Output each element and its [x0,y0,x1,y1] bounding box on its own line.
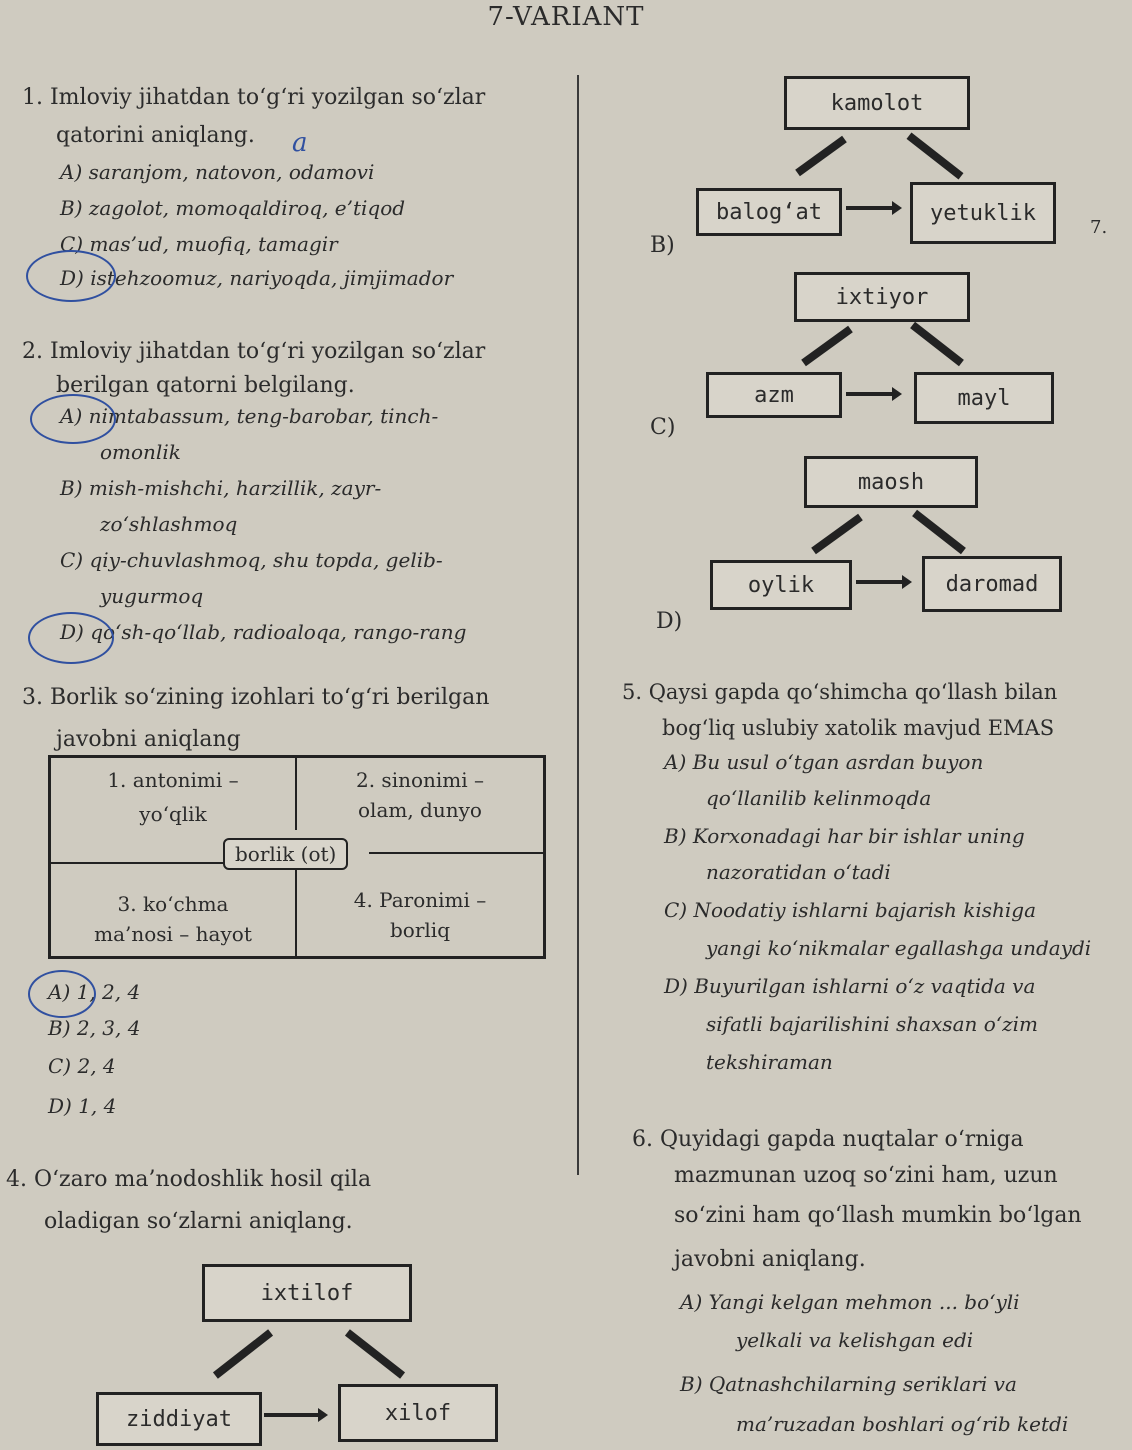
pen-circle-mark [28,612,114,664]
diagram-connector [907,133,964,180]
column-divider [577,75,579,1175]
q5-option-d-cont2: tekshiraman [706,1050,833,1074]
q3-option-b[interactable]: B) 2, 3, 4 [48,1016,141,1040]
diagram-connector [795,136,847,177]
diagram-box-top: kamolot [784,76,970,130]
q1-option-c[interactable]: C) mas’ud, muofiq, tamagir [60,232,338,256]
q4-text-line2: oladigan so‘zlarni aniqlang. [44,1209,353,1234]
option-label-c[interactable]: C) [650,415,676,440]
q2-option-d[interactable]: D) qo‘sh-qo‘llab, radioaloqa, rango-rang [60,620,467,644]
diagram-box-left: ziddiyat [96,1392,262,1446]
q3-option-a[interactable]: A) 1, 2, 4 [48,980,141,1004]
diagram-connector [811,514,863,555]
margin-number: 7. [1090,217,1108,238]
diagram-box-top: ixtiyor [794,272,970,322]
pen-circle-mark [28,970,96,1018]
diagram-connector [345,1329,405,1378]
q3-text-line1: 3. Borlik so‘zining izohlari to‘g‘ri berilgan [22,685,490,710]
q2-text-line2: berilgan qatorni belgilang. [56,373,355,398]
diagram-connector [801,326,853,367]
diagram-arrow [264,1413,320,1417]
q6-option-a[interactable]: A) Yangi kelgan mehmon ... bo‘yli [680,1290,1020,1314]
diagram-box-right: daromad [922,556,1062,612]
q6-option-a-cont: yelkali va kelishgan edi [736,1328,974,1352]
diagram-box-left: oylik [710,560,852,610]
q2-option-a-cont: omonlik [100,440,181,464]
pen-circle-mark [26,250,116,302]
q2-text-line1: 2. Imloviy jihatdan to‘g‘ri yozilgan so‘zlar [22,339,486,364]
pen-correction-mark: a [292,128,308,158]
table-cell-3a: 3. ko‘chma [117,892,229,916]
q5-option-d[interactable]: D) Buyurilgan ishlarni o‘z vaqtida va [664,974,1036,998]
q1-option-d[interactable]: D) istehzoomuz, nariyoqda, jimjimador [60,266,454,290]
table-cell-1b: yo‘qlik [139,802,207,826]
q6-text-line2: mazmunan uzoq so‘zini ham, uzun [674,1163,1058,1188]
diagram-arrow [846,392,894,396]
table-divider [369,852,543,854]
q3-option-d[interactable]: D) 1, 4 [48,1094,117,1118]
q6-text-line3: so‘zini ham qo‘llash mumkin bo‘lgan [674,1203,1082,1228]
diagram-box-right: xilof [338,1384,498,1442]
q3-table [48,755,546,959]
diagram-box-left: azm [706,372,842,418]
table-cell-2b: olam, dunyo [358,798,482,822]
q5-option-b[interactable]: B) Korxonadagi har bir ishlar uning [664,824,1025,848]
q2-option-b-cont: zo‘shlashmoq [100,512,238,536]
diagram-connector [910,322,964,366]
table-divider [51,862,225,864]
pen-circle-mark [30,394,116,444]
option-label-b[interactable]: B) [650,233,675,258]
q2-option-c[interactable]: C) qiy-chuvlashmoq, shu topda, gelib- [60,548,443,572]
q5-option-c[interactable]: C) Noodatiy ishlarni bajarish kishiga [664,898,1037,922]
q4-text-line1: 4. O‘zaro ma’nodoshlik hosil qila [6,1167,372,1192]
diagram-box-left: balog‘at [696,188,842,236]
q2-option-c-cont: yugurmoq [100,584,204,608]
q6-option-b[interactable]: B) Qatnashchilarning seriklari va [680,1372,1017,1396]
q3-text-line2: javobni aniqlang [56,727,241,752]
table-cell-2a: 2. sinonimi – [355,768,485,792]
q5-option-a[interactable]: A) Bu usul o‘tgan asrdan buyon [664,750,984,774]
q5-option-c-cont: yangi ko‘nikmalar egallashga undaydi [706,936,1092,960]
diagram-box-top: maosh [804,456,978,508]
q1-text-line2: qatorini aniqlang. [56,123,255,148]
q5-text-line2: bog‘liq uslubiy xatolik mavjud EMAS [662,716,1055,740]
diagram-arrow [846,206,894,210]
q1-text-line1: 1. Imloviy jihatdan to‘g‘ri yozilgan so‘zlar [22,85,486,110]
option-label-d[interactable]: D) [656,609,683,634]
q6-text-line1: 6. Quyidagi gapda nuqtalar o‘rniga [632,1127,1024,1152]
q5-option-d-cont: sifatli bajarilishini shaxsan o‘zim [706,1012,1039,1036]
diagram-box-top: ixtilof [202,1264,412,1322]
diagram-arrow [856,580,904,584]
q1-option-a[interactable]: A) saranjom, natovon, odamovi [60,160,375,184]
q5-option-a-cont: qo‘llanilib kelinmoqda [706,786,932,810]
q6-option-b-cont: ma’ruzadan boshlari og‘rib ketdi [736,1412,1069,1436]
q2-option-b[interactable]: B) mish-mishchi, harzillik, zayr- [60,476,382,500]
diagram-connector [912,510,966,554]
q6-text-line4: javobni aniqlang. [674,1247,866,1272]
diagram-box-right: mayl [914,372,1054,424]
diagram-box-right: yetuklik [910,182,1056,244]
q3-option-c[interactable]: C) 2, 4 [48,1054,116,1078]
q2-option-a[interactable]: A) nimtabassum, teng-barobar, tinch- [60,404,439,428]
q5-text-line1: 5. Qaysi gapda qo‘shimcha qo‘llash bilan [622,680,1058,704]
page-title: 7-VARIANT [487,2,645,32]
q1-option-b[interactable]: B) zagolot, momoqaldiroq, e’tiqod [60,196,406,220]
q5-option-b-cont: nazoratidan o‘tadi [706,860,891,884]
table-cell-3b: ma’nosi – hayot [94,922,252,946]
table-cell-4a: 4. Paronimi – [353,888,487,912]
diagram-connector [213,1329,273,1378]
table-cell-4b: borliq [390,918,450,942]
table-cell-1a: 1. antonimi – [107,768,239,792]
table-center-box: borlik (ot) [223,838,348,870]
